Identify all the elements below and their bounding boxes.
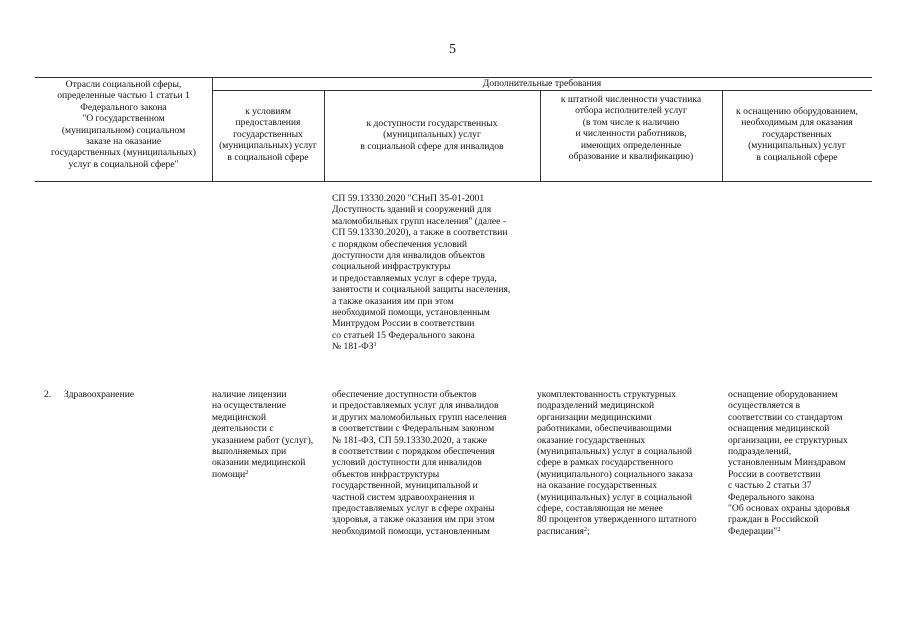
text-line: маломобильных групп населения" (далее - bbox=[332, 215, 507, 227]
text-line: граждан в Российской bbox=[728, 514, 819, 526]
row-accessibility-text bbox=[332, 389, 537, 537]
text-line: Федерации" bbox=[728, 525, 778, 537]
text-line: государственных bbox=[233, 128, 303, 140]
text-line: здоровья, а также оказания им при этом bbox=[332, 514, 495, 526]
text-line: в социальной сфере bbox=[756, 151, 838, 163]
text-line: "Об основах охраны здоровья bbox=[728, 503, 850, 515]
text-line: предоставляемых услуг в сфере охраны bbox=[332, 503, 495, 515]
text-line: наличие лицензии bbox=[212, 389, 287, 400]
text-line: "О государственном bbox=[82, 113, 165, 125]
text-line: в соответствии с Федеральным законом bbox=[332, 423, 495, 435]
row-conditions-text bbox=[212, 389, 330, 480]
text-line: государственной, муниципальной и bbox=[332, 480, 478, 492]
text-line: заказе на оказание bbox=[85, 136, 162, 148]
text-line: СП 59.13330.2020), а также в соответствии bbox=[332, 227, 508, 239]
text-line: оснащение оборудованием bbox=[728, 389, 838, 400]
text-line: сфере, составляющая не менее bbox=[537, 503, 663, 515]
text-line: осуществляется в bbox=[728, 400, 801, 412]
text-line: (муниципальном) социальном bbox=[61, 124, 186, 136]
text-line: социальной инфраструктуры bbox=[332, 261, 451, 273]
text-line: оснащения медицинской bbox=[728, 423, 830, 435]
header-equipment-column bbox=[722, 106, 872, 163]
header-accessibility-column bbox=[324, 118, 540, 152]
text-line: 80 процентов утвержденного штатного bbox=[537, 514, 697, 526]
row-number: 2. bbox=[44, 389, 52, 400]
footnote-ref: 2 bbox=[583, 525, 588, 533]
text-line: Федерального закона bbox=[728, 491, 815, 503]
row-equipment-text bbox=[728, 389, 872, 537]
text-line: (в том числе к наличию bbox=[582, 116, 680, 128]
text-line: государственных bbox=[762, 128, 832, 140]
text-line: и численности работников, bbox=[575, 128, 687, 140]
text-line: образование и квалификацию) bbox=[568, 151, 694, 163]
text-line: государственных (муниципальных) bbox=[51, 147, 196, 159]
text-line: работниками, обеспечивающими bbox=[537, 423, 672, 435]
header-staffing-column bbox=[540, 94, 722, 162]
text-line: а также оказания им при этом bbox=[332, 295, 454, 307]
text-line: выполняемых при bbox=[212, 446, 287, 458]
text-line: России в соответствии bbox=[728, 468, 821, 480]
text-line: частной систем здравоохранения и bbox=[332, 491, 475, 503]
text-line: оказании медицинской bbox=[212, 457, 306, 469]
text-line: подразделений медицинской bbox=[537, 400, 655, 412]
continuation-accessibility-text bbox=[332, 193, 547, 353]
text-line: (муниципальных) услуг bbox=[383, 129, 481, 141]
text-line: определенные частью 1 статьи 1 bbox=[57, 90, 190, 102]
header-group-title: Дополнительные требования bbox=[482, 78, 602, 89]
text-line: отбора исполнителей услуг bbox=[575, 105, 687, 117]
text-line: ; bbox=[587, 525, 590, 537]
text-line: в социальной сфере bbox=[227, 151, 309, 163]
text-line: (муниципального) социального заказа bbox=[537, 468, 693, 480]
text-line: оказание государственных bbox=[537, 434, 646, 446]
header-bottom-rule bbox=[35, 181, 872, 182]
text-line: укомплектованность структурных bbox=[537, 389, 677, 400]
text-line: предоставления bbox=[235, 117, 301, 129]
text-line: № 181-ФЗ, СП 59.13330.2020, а также bbox=[332, 434, 488, 446]
text-line: помощи bbox=[212, 468, 246, 480]
text-line: необходимым для оказания bbox=[741, 117, 853, 129]
text-line: в соответствии с порядком обеспечения bbox=[332, 446, 495, 458]
footnote-ref: 1 bbox=[373, 341, 377, 349]
text-line: подразделений, bbox=[728, 446, 792, 458]
text-line: в социальной сфере для инвалидов bbox=[360, 140, 504, 152]
text-line: на осуществление bbox=[212, 400, 287, 412]
text-line: (муниципальных) услуг bbox=[748, 140, 846, 152]
text-line: условий доступности для инвалидов bbox=[332, 457, 482, 469]
text-line: Федерального закона bbox=[80, 101, 167, 113]
text-line: со статьей 15 Федерального закона bbox=[332, 329, 475, 341]
text-line: и предоставляемых услуг для инвалидов bbox=[332, 400, 499, 412]
text-line: к штатной численности участника bbox=[560, 94, 702, 105]
group-title-rule bbox=[212, 90, 872, 91]
row-staffing-text bbox=[537, 389, 720, 537]
row-sector-name: Здравоохранение bbox=[64, 389, 135, 400]
text-line: Отрасли социальной сферы, bbox=[65, 79, 182, 90]
text-line: необходимой помощи, установленным bbox=[332, 525, 490, 537]
text-line: Минтрудом России в соответствии bbox=[332, 318, 475, 330]
header-sector-column bbox=[35, 79, 212, 170]
text-line: обеспечение доступности объектов bbox=[332, 389, 477, 400]
text-line: СП 59.13330.2020 "СНиП 35-01-2001 bbox=[332, 193, 485, 204]
page-number: 5 bbox=[449, 42, 456, 57]
text-line: Доступность зданий и сооружений для bbox=[332, 204, 492, 216]
text-line: (муниципальных) услуг в социальной bbox=[537, 446, 693, 458]
header-conditions-column bbox=[212, 106, 324, 163]
text-line: услуг в социальной сфере" bbox=[68, 158, 179, 170]
text-line: организации медицинскими bbox=[537, 411, 652, 423]
text-line: медицинской bbox=[212, 411, 266, 423]
text-line: и предоставляемых услуг в сфере труда, bbox=[332, 272, 497, 284]
text-line: расписания bbox=[537, 525, 584, 537]
text-line: (муниципальных) услуг bbox=[219, 140, 317, 152]
text-line: (муниципальных) услуг в социальной bbox=[537, 491, 693, 503]
text-line: на оказание государственных bbox=[537, 480, 658, 492]
text-line: доступности для инвалидов объектов bbox=[332, 250, 485, 262]
footnote-ref: 2 bbox=[777, 525, 781, 533]
text-line: с порядком обеспечения условий bbox=[332, 238, 467, 250]
text-line: организации, ее структурных bbox=[728, 434, 848, 446]
footnote-ref: 2 bbox=[245, 468, 249, 476]
text-line: и других маломобильных групп населения bbox=[332, 411, 507, 423]
text-line: необходимой помощи, установленным bbox=[332, 307, 490, 319]
text-line: установленным Минздравом bbox=[728, 457, 846, 469]
text-line: к условиям bbox=[245, 106, 291, 117]
text-line: занятости и социальной защиты населения, bbox=[332, 284, 511, 296]
text-line: № 181-ФЗ bbox=[332, 341, 374, 353]
text-line: к оснащению оборудованием, bbox=[736, 106, 858, 117]
text-line: соответствии со стандартом bbox=[728, 411, 843, 423]
text-line: сфере в рамках государственного bbox=[537, 457, 674, 469]
text-line: с частью 2 статьи 37 bbox=[728, 480, 812, 492]
text-line: деятельности с bbox=[212, 423, 274, 435]
text-line: указанием работ (услуг), bbox=[212, 434, 314, 446]
text-line: к доступности государственных bbox=[366, 118, 498, 129]
text-line: объектов инфраструктуры bbox=[332, 468, 440, 480]
text-line: имеющих определенные bbox=[580, 139, 682, 151]
